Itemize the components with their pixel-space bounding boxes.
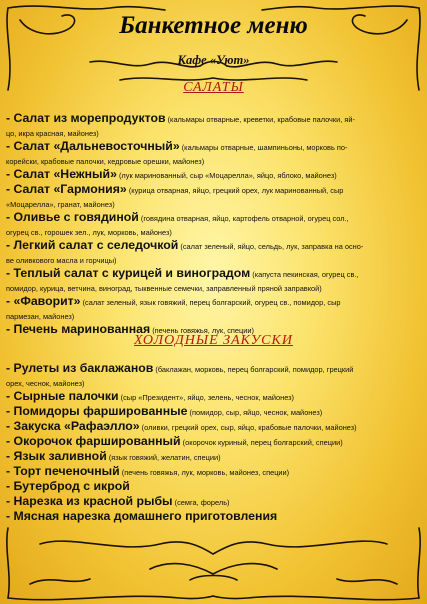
menu-item: - Нарезка из красной рыбы (семга, форель) (6, 494, 230, 508)
menu-item: - Оливье с говядиной (говядина отварная, яйцо, картофель отварной, огурец сол., огурец св., горошек зел., лук, морковь, майонез) (6, 210, 349, 237)
page-title: Банкетное меню (119, 12, 308, 39)
cafe-name: Кафе «Уют» (177, 53, 250, 67)
menu-item: - Закуска «Рафаэлло» (оливки, грецкий орех, сыр, яйцо, крабовые палочки, майонез) (6, 419, 357, 433)
menu-item: - Окорочок фаршированный (окорочок куриный, перец болгарский, специи) (6, 434, 343, 448)
menu-item: - Салат «Гармония» (курица отварная, яйцо, грецкий орех, лук маринованный, сыр «Моцарелла», гранат, майонез) (6, 182, 344, 209)
menu-item: - Торт печеночный (печень говяжья, лук, морковь, майонез, специи) (6, 464, 290, 478)
menu-item: - Помидоры фаршированные (помидор, сыр, яйцо, чеснок, майонез) (6, 404, 323, 418)
menu-item: - «Фаворит» (салат зеленый, язык говяжий, перец болгарский, огурец св., помидор, сыр пармезан, майонез) (6, 294, 341, 321)
menu-item: - Рулеты из баклажанов (баклажан, морковь, перец болгарский, помидор, грецкий орех, чеснок, майонез) (6, 361, 354, 388)
cold-snacks-list (6, 361, 414, 524)
menu-item: - Язык заливной (язык говяжий, желатин, специи) (6, 449, 221, 463)
salads-list (6, 111, 414, 337)
menu-item: - Салат из морепродуктов (кальмары отварные, креветки, крабовые палочки, яй- цо, икра красная, майонез) (6, 111, 355, 138)
bottom-ornament (0, 524, 427, 604)
menu-item: - Салат «Дальневосточный» (кальмары отварные, шампиньоны, морковь по- корейски, крабовые палочки, кедровые орешки, майонез) (6, 139, 348, 166)
section-title-salads: САЛАТЫ (183, 80, 244, 95)
menu-item: - Бутерброд с икрой (6, 479, 130, 493)
menu-item: - Салат «Нежный» (лук маринованный, сыр «Моцарелла», яйцо, яблоко, майонез) (6, 167, 337, 181)
menu-item: - Мясная нарезка домашнего приготовления (6, 509, 278, 523)
menu-item: - Легкий салат с селедочкой (салат зеленый, яйцо, сельдь, лук, заправка на осно- ве оливкового масла и горчицы) (6, 238, 364, 265)
menu-item: - Теплый салат с курицей и виноградом (капуста пекинская, огурец св., помидор, курица, ветчина, виноград, тыквенные семечки, заправленный пряной заправкой) (6, 266, 359, 293)
menu-item: - Сырные палочки (сыр «Президент», яйцо, зелень, чеснок, майонез) (6, 389, 294, 403)
menu-item: - Печень маринованная (печень говяжья, лук, специи) (6, 322, 254, 336)
section-title-cold-snacks: ХОЛОДНЫЕ ЗАКУСКИ (134, 333, 293, 348)
